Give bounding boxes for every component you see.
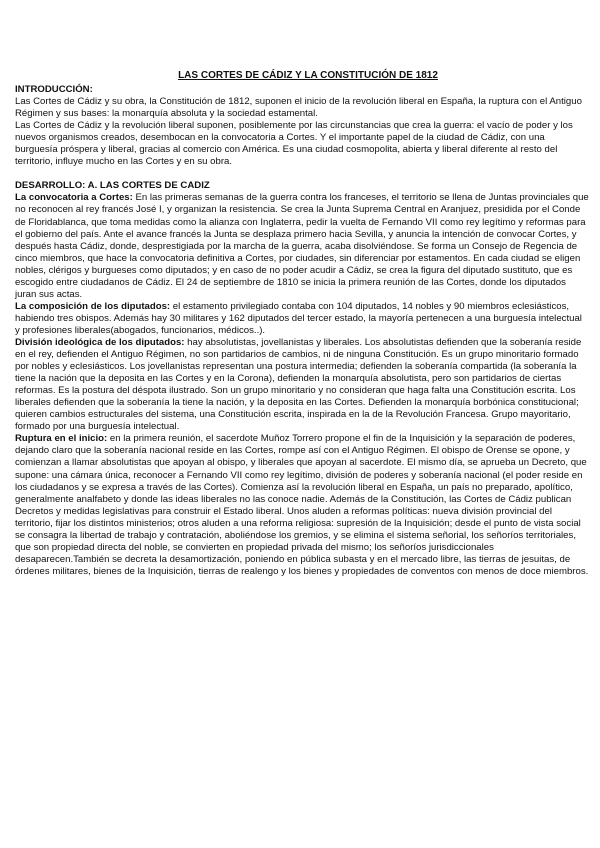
document-page [15,70,589,578]
section-convocatoria [15,192,589,300]
section-text: hay absolutistas, jovellanistas y liberales. Los absolutistas defienden que la soberanía reside en el rey, defienden el Antiguo Régimen, no son partidarios de cambios, ni de ninguna Constitución. Es un grupo minoritario formado por nobles y eclesiásticos. Los jovellanistas representan una postura intermedia; defienden la soberanía compartida (la soberanía la tiene la nación que la deposita en las Cortes y en la Corona), defienden la monarquía absolutista, pero son partidarios de ciertas reformas. Es la postura del déspota ilustrado. Son un grupo minoritario y no consideran que haga falta una Constitución escrita. Los liberales defienden que la soberanía la tiene la nación, y la deposita en las Cortes. Defienden la monarquía borbónica constitucional; quieren cambios estructurales del sistema, una Constitución escrita, inspirada en la de la Revolución Francesa. Grupo mayoritario, formado por una burguesía intelectual. [15,336,582,433]
section-lead: La convocatoria a Cortes: [15,192,133,204]
section-lead: Ruptura en el inicio: [15,433,108,445]
section-composicion [15,301,589,337]
section-gap [15,168,589,180]
intro-heading: INTRODUCCIÓN: [15,84,93,96]
intro-paragraph-2: Las Cortes de Cádiz y la revolución liberal suponen, posiblemente por las circunstancias que crea la guerra: el vacío de poder y los nuevos organismos creados, desembocan en la convocatoria a Cortes. Y el importante papel de la ciudad de Cádiz, con una burguesía próspera y liberal, gracias al comercio con América. Es una ciudad cosmopolita, abierta y liberal diferente al resto del territorio, influye mucho en las Cortes y en su obra. [15,120,573,168]
section-ruptura [15,433,589,578]
section-text: en la primera reunión, el sacerdote Muñoz Torrero propone el fin de la Inquisición y la separación de poderes, dejando claro que la soberanía nacional reside en las Cortes, rompe así con el Antiguo Régimen. El obispo de Orense se opone, y comienzan a llamar absolutistas que apoyan al obispo, y liberales que apoyan al sacerdote. El mismo día, se aprueba un Decreto, que supone: una cámara única, reconocer a Fernando VII como rey legítimo, división de poderes y soberanía nacional (el poder reside en los ciudadanos y se expresa a través de las Cortes). Comienza así la revolución liberal en España, un país no preparado, apolítico, generalmente analfabeto y donde las ideas liberales no las conoce nadie. Además de la Constitución, las Cortes de Cádiz publican Decretos y medidas legislativas para construir el Estado liberal. Unos aluden a reformas políticas: nueva división provincial del territorio, fijar los distintos ministerios; otros aluden a una reforma religiosa: supresión de la Inquisición; desde el punto de vista social se consagra la libertad de trabajo y contratación, aboliéndose los gremios, y se elimina el sistema señorial, los señoríos territoriales, que son propiedad directa del noble, se convierten en propiedad privada del mismo; los señoríos jurisdiccionales desaparecen.También se decreta la desamortización, poniendo en pública subasta y en el mercado libre, las tierras de jesuitas, de órdenes militares, bienes de la Inquisición, tierras de realengo y los bienes y propiedades de conventos con menos de doce miembros. [15,433,589,577]
section-text: En las primeras semanas de la guerra contra los franceses, el territorio se llena de Juntas provinciales que no reconocen al rey francés José I, y organizan la resistencia. Se crea la Junta Suprema Central en Aranjuez, presidida por el Conde de Floridablanca, que toma medidas como la alianza con Inglaterra, pedir la vuelta de Fernando VII como rey legítimo y reformas para el gobierno del país. Ante el avance francés la Junta se desplaza primero hacia Sevilla, y anuncia la intención de convocar Cortes, y después hasta Cádiz, donde, desprestigiada por la marcha de la guerra, acaba disolviéndose. Se forma un Consejo de Regencia de cinco miembros, que hace la convocatoria definitiva a Cortes, por ciudades, sin diferenciar por estamentos. En cada ciudad se eligen nobles, clérigos y burgueses como diputados; y en caso de no poder acudir a Cádiz, se crea la figura del diputado sustituto, que es escogido entre ciudadanos de Cádiz. El 24 de septiembre de 1810 se inicia la primera reunión de las Cortes, donde los diputados juran sus actas. [15,192,589,300]
section-lead: División ideológica de los diputados: [15,336,185,348]
section-text: el estamento privilegiado contaba con 104 diputados, 14 nobles y 90 miembros eclesiásticos, habiendo tres obispos. Además hay 30 militares y 162 diputados del tercer estado, la mayoría pertenecen a una burguesía intelectual y profesiones liberales(abogados, funcionarios, médicos..). [15,300,582,336]
intro-paragraph-1: Las Cortes de Cádiz y su obra, la Constitución de 1812, suponen el inicio de la revolución liberal en España, la ruptura con el Antiguo Régimen y sus bases: la monarquía absoluta y la sociedad estamental. [15,96,582,120]
development-heading: DESARROLLO: A. LAS CORTES DE CADIZ [15,180,210,192]
document-title: LAS CORTES DE CÁDIZ Y LA CONSTITUCIÓN DE 1812 [178,70,438,81]
section-division-ideologica [15,337,589,433]
section-lead: La composición de los diputados: [15,300,171,312]
